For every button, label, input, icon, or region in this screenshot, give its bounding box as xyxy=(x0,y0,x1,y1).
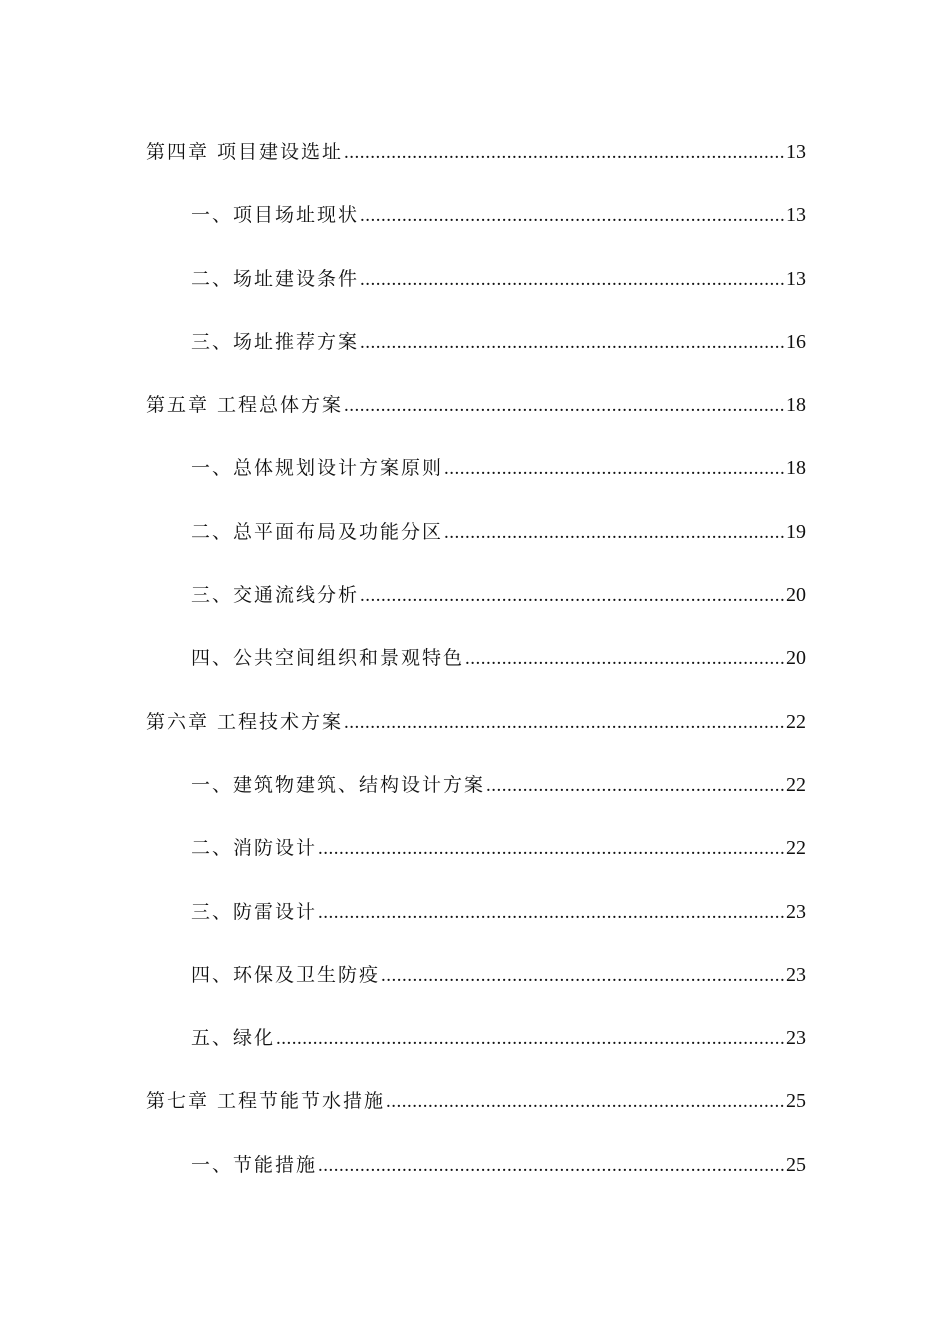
toc-entry-title: 第七章 工程节能节水措施 xyxy=(146,1090,386,1113)
toc-dot-leader xyxy=(318,887,785,939)
toc-entry-chapter-6[interactable] xyxy=(146,696,806,759)
toc-entry[interactable] xyxy=(146,759,806,822)
toc-entry-page: 25 xyxy=(786,1090,806,1113)
toc-entry[interactable] xyxy=(146,822,806,885)
toc-entry-title: 一、节能措施 xyxy=(191,1153,318,1176)
toc-dot-leader xyxy=(444,443,785,495)
toc-entry-title: 一、项目场址现状 xyxy=(191,204,360,227)
toc-entry-page: 13 xyxy=(786,204,806,227)
toc-entry-page: 16 xyxy=(786,330,806,353)
toc-entry[interactable] xyxy=(146,569,806,632)
toc-entry[interactable] xyxy=(146,1012,806,1075)
toc-entry-title: 一、总体规划设计方案原则 xyxy=(191,457,444,480)
toc-entry-page: 23 xyxy=(786,1027,806,1050)
toc-entry[interactable] xyxy=(146,189,806,252)
toc-entry-chapter-4[interactable] xyxy=(146,126,806,189)
toc-dot-leader xyxy=(318,823,785,875)
toc-entry[interactable] xyxy=(146,632,806,695)
toc-entry[interactable] xyxy=(146,253,806,316)
toc-entry-chapter-7[interactable] xyxy=(146,1075,806,1138)
toc-entry-page: 20 xyxy=(786,647,806,670)
toc-dot-leader xyxy=(386,1076,785,1128)
toc-dot-leader xyxy=(318,1140,785,1192)
toc-entry[interactable] xyxy=(146,506,806,569)
table-of-contents xyxy=(146,126,806,1202)
toc-entry-page: 22 xyxy=(786,773,806,796)
toc-entry-page: 19 xyxy=(786,520,806,543)
toc-entry[interactable] xyxy=(146,1139,806,1202)
toc-entry[interactable] xyxy=(146,442,806,505)
toc-dot-leader xyxy=(344,697,785,749)
toc-entry-title: 二、总平面布局及功能分区 xyxy=(191,520,444,543)
toc-entry-page: 13 xyxy=(786,141,806,163)
toc-entry-title: 五、绿化 xyxy=(191,1027,276,1050)
toc-entry-title: 第六章 工程技术方案 xyxy=(146,710,344,733)
toc-entry-title: 三、场址推荐方案 xyxy=(191,330,360,353)
toc-entry-title: 四、公共空间组织和景观特色 xyxy=(191,647,465,670)
toc-entry-title: 二、场址建设条件 xyxy=(191,267,360,290)
toc-entry-page: 18 xyxy=(786,394,806,417)
toc-entry-title: 一、建筑物建筑、结构设计方案 xyxy=(191,773,486,796)
toc-dot-leader xyxy=(344,380,785,432)
toc-dot-leader xyxy=(360,190,785,242)
toc-dot-leader xyxy=(344,127,785,179)
toc-entry-page: 25 xyxy=(786,1153,806,1176)
toc-entry-chapter-5[interactable] xyxy=(146,379,806,442)
toc-entry-page: 22 xyxy=(786,710,806,733)
toc-dot-leader xyxy=(360,317,785,369)
toc-dot-leader xyxy=(276,1013,785,1065)
toc-entry-page: 23 xyxy=(786,900,806,923)
toc-dot-leader xyxy=(381,950,785,1002)
toc-dot-leader xyxy=(465,633,785,685)
toc-entry-page: 20 xyxy=(786,584,806,607)
toc-dot-leader xyxy=(486,760,785,812)
toc-entry-title: 二、消防设计 xyxy=(191,837,318,860)
toc-entry-page: 22 xyxy=(786,837,806,860)
toc-entry-title: 第五章 工程总体方案 xyxy=(146,394,344,417)
toc-entry-page: 23 xyxy=(786,963,806,986)
toc-entry-title: 四、环保及卫生防疫 xyxy=(191,963,381,986)
toc-entry-title: 三、防雷设计 xyxy=(191,900,318,923)
toc-entry[interactable] xyxy=(146,886,806,949)
toc-dot-leader xyxy=(360,254,785,306)
toc-entry-page: 18 xyxy=(786,457,806,480)
toc-entry[interactable] xyxy=(146,949,806,1012)
toc-dot-leader xyxy=(360,570,785,622)
toc-entry-page: 13 xyxy=(786,267,806,290)
toc-dot-leader xyxy=(444,507,785,559)
toc-entry-title: 三、交通流线分析 xyxy=(191,584,360,607)
toc-entry[interactable] xyxy=(146,316,806,379)
toc-entry-title: 第四章 项目建设选址 xyxy=(146,141,344,163)
